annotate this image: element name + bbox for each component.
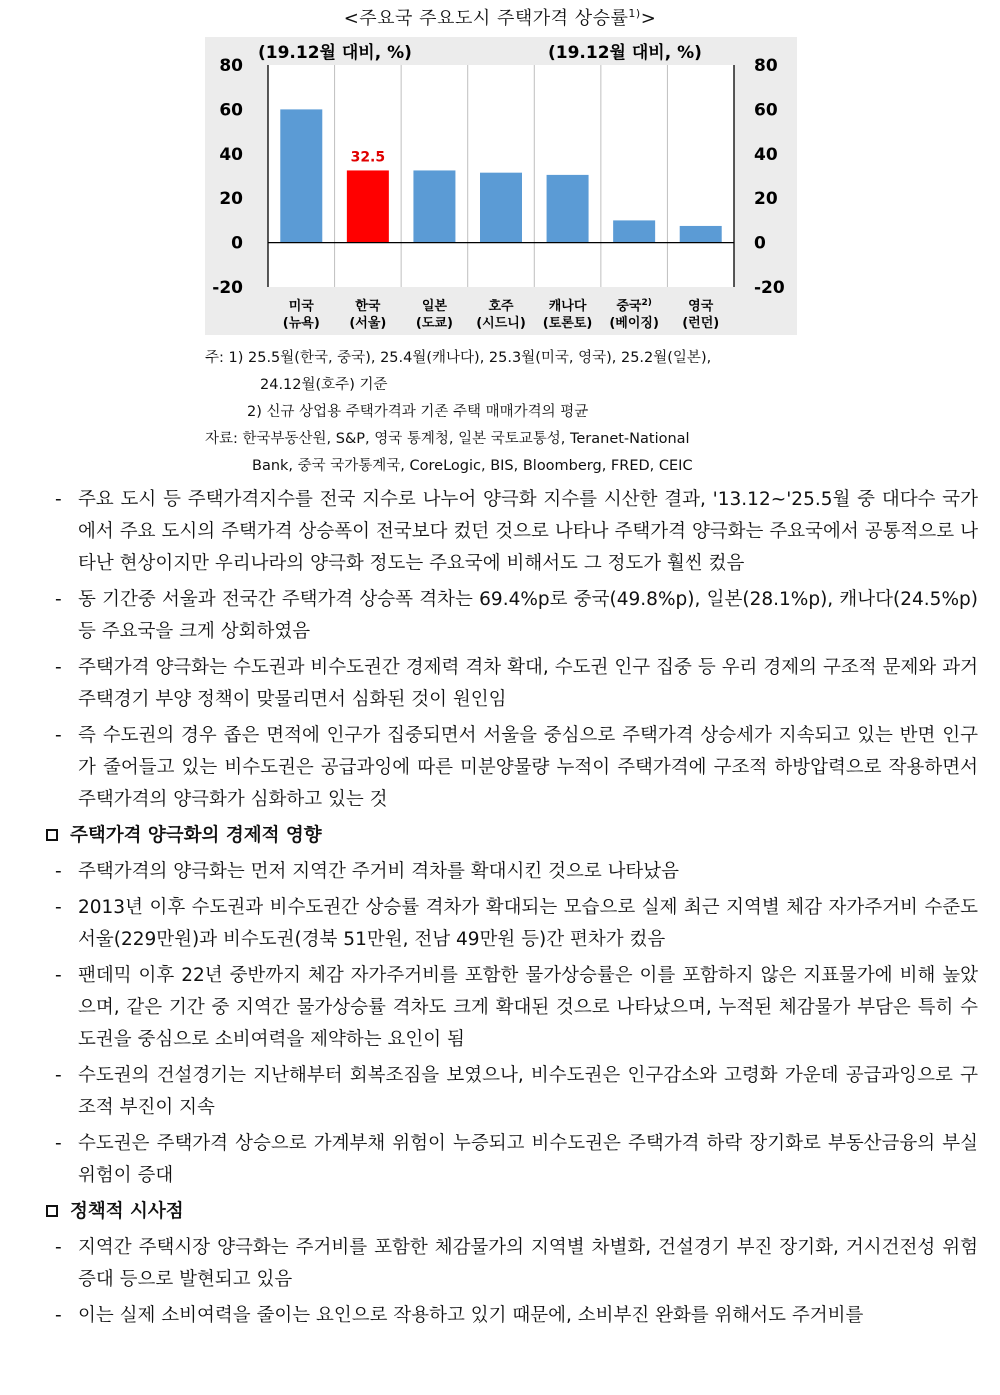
y-tick-label-right: 80	[754, 56, 778, 76]
y-tick-label-right: -20	[754, 278, 785, 298]
bullet-item: - 동 기간중 서울과 전국간 주택가격 상승폭 격차는 69.4%p로 중국(49.8%p), 일본(28.1%p), 캐나다(24.5%p) 등 주요국을 크게 상회하였음	[55, 589, 978, 642]
bar-value-label: 32.5	[350, 149, 386, 166]
source-line-2: Bank, 중국 국가통계국, CoreLogic, BIS, Bloomberg, FRED, CEIC	[252, 458, 693, 474]
x-category-label: 영국	[688, 299, 714, 314]
y-tick-label-left: 0	[231, 233, 243, 254]
x-category-sublabel: (토론토)	[542, 316, 593, 331]
checkbox-square-icon	[46, 1205, 58, 1217]
x-category-label: 중국$^{2)}$	[616, 298, 652, 314]
x-category-label: 호주	[488, 299, 514, 314]
x-category-label: 캐나다	[548, 299, 587, 314]
bullet-item: - 수도권의 건설경기는 지난해부터 회복조짐을 보였으나, 비수도권은 인구감소와 고령화 가운데 공급과잉으로 구조적 부진이 지속	[55, 1065, 978, 1118]
bullet-item: - 즉 수도권의 경우 좁은 면적에 인구가 집중되면서 서울을 중심으로 주택가격 상승세가 지속되고 있는 반면 인구가 줄어들고 있는 비수도권은 공급과잉에 따른 미분양물량 누적이 주택가격에 구조적 하방압력으로 작용하면서 주택가격의 양극화가 심화하고 있는 것	[55, 725, 978, 810]
right-axis-unit: (19.12월 대비, %)	[548, 43, 702, 63]
source-line-1: 자료: 한국부동산원, S&P, 영국 통계청, 일본 국토교통성, Teranet-National	[205, 431, 690, 447]
bullet-item: - 이는 실제 소비여력을 줄이는 요인으로 작용하고 있기 때문에, 소비부진 완화를 위해서도 주거비를	[55, 1305, 864, 1326]
document-body	[50, 484, 978, 1336]
bar	[413, 170, 455, 242]
x-category-sublabel: (도쿄)	[415, 316, 453, 331]
y-tick-label-left: 20	[219, 189, 243, 210]
x-category-sublabel: (뉴욕)	[282, 316, 320, 331]
y-tick-label-left: 60	[219, 100, 243, 121]
y-tick-label-left: -20	[212, 278, 243, 298]
y-tick-label-right: 20	[754, 189, 778, 210]
x-category-label: 한국	[355, 299, 381, 314]
bullet-item: - 주택가격 양극화는 수도권과 비수도권간 경제력 격차 확대, 수도권 인구 집중 등 우리 경제의 구조적 문제와 과거 주택경기 부양 정책이 맞물리면서 심화된 것이 원인임	[55, 657, 978, 710]
bullet-item: - 주택가격의 양극화는 먼저 지역간 주거비 격차를 확대시킨 것으로 나타났음	[55, 861, 680, 882]
note-1-cont: 24.12월(호주) 기준	[260, 377, 388, 393]
y-tick-label-right: 40	[754, 144, 778, 165]
bullet-item: - 2013년 이후 수도권과 비수도권간 상승률 격차가 확대되는 모습으로 실제 최근 지역별 체감 자가주거비 수준도 서울(229만원)과 비수도권(경북 51만원, 전남 49만원 등)간 편차가 컸음	[55, 897, 978, 950]
bar	[547, 175, 589, 243]
note-1: 주: 1) 25.5월(한국, 중국), 25.4월(캐나다), 25.3월(미국, 영국), 25.2월(일본),	[205, 350, 712, 366]
bar	[480, 173, 522, 243]
y-tick-label-right: 0	[754, 233, 766, 254]
section-heading-policy-implications: 정책적 시사점	[46, 1196, 978, 1228]
x-category-sublabel: (시드니)	[476, 316, 526, 331]
chart-notes	[205, 345, 845, 480]
y-tick-label-left: 40	[219, 144, 243, 165]
x-category-sublabel: (베이징)	[609, 316, 659, 331]
bar-chart	[205, 37, 797, 335]
x-category-label: 일본	[421, 299, 447, 314]
checkbox-square-icon	[46, 829, 58, 841]
bullet-item: - 주요 도시 등 주택가격지수를 전국 지수로 나누어 양극화 지수를 시산한 결과, '13.12~'25.5월 중 대다수 국가에서 주요 도시의 주택가격 상승폭이 전국보다 컸던 것으로 나타나 주택가격 양극화는 주요국에서 공통적으로 나타난 현상이지만 우리나라의 양극화 정도는 주요국에 비해서도 그 정도가 훨씬 컸음	[55, 489, 978, 574]
y-tick-label-right: 60	[754, 100, 778, 121]
figure-title: <주요국 주요도시 주택가격 상승률$^{1)}$>	[343, 7, 657, 29]
y-tick-label-left: 80	[219, 56, 243, 76]
bar	[680, 226, 722, 243]
x-category-sublabel: (런던)	[682, 316, 720, 331]
x-category-sublabel: (서울)	[349, 316, 387, 331]
bar-highlight	[347, 170, 389, 242]
left-axis-unit: (19.12월 대비, %)	[258, 43, 412, 63]
bullet-item: - 지역간 주택시장 양극화는 주거비를 포함한 체감물가의 지역별 차별화, 건설경기 부진 장기화, 거시건전성 위험 증대 등으로 발현되고 있음	[55, 1237, 978, 1290]
bar	[613, 220, 655, 242]
x-category-label: 미국	[288, 299, 314, 314]
note-2: 2) 신규 상업용 주택가격과 기존 주택 매매가격의 평균	[247, 404, 589, 420]
bullet-item: - 팬데믹 이후 22년 중반까지 체감 자가주거비를 포함한 물가상승률은 이를 포함하지 않은 지표물가에 비해 높았으며, 같은 기간 중 지역간 물가상승률 격차도 크게 확대된 것으로 나타났으며, 누적된 체감물가 부담은 특히 수도권을 중심으로 소비여력을 제약하는 요인이 됨	[55, 965, 978, 1050]
bar	[280, 109, 322, 242]
bullet-item: - 수도권은 주택가격 상승으로 가계부채 위험이 누증되고 비수도권은 주택가격 하락 장기화로 부동산금융의 부실위험이 증대	[55, 1133, 978, 1186]
section-heading-economic-impact: 주택가격 양극화의 경제적 영향	[46, 820, 978, 852]
